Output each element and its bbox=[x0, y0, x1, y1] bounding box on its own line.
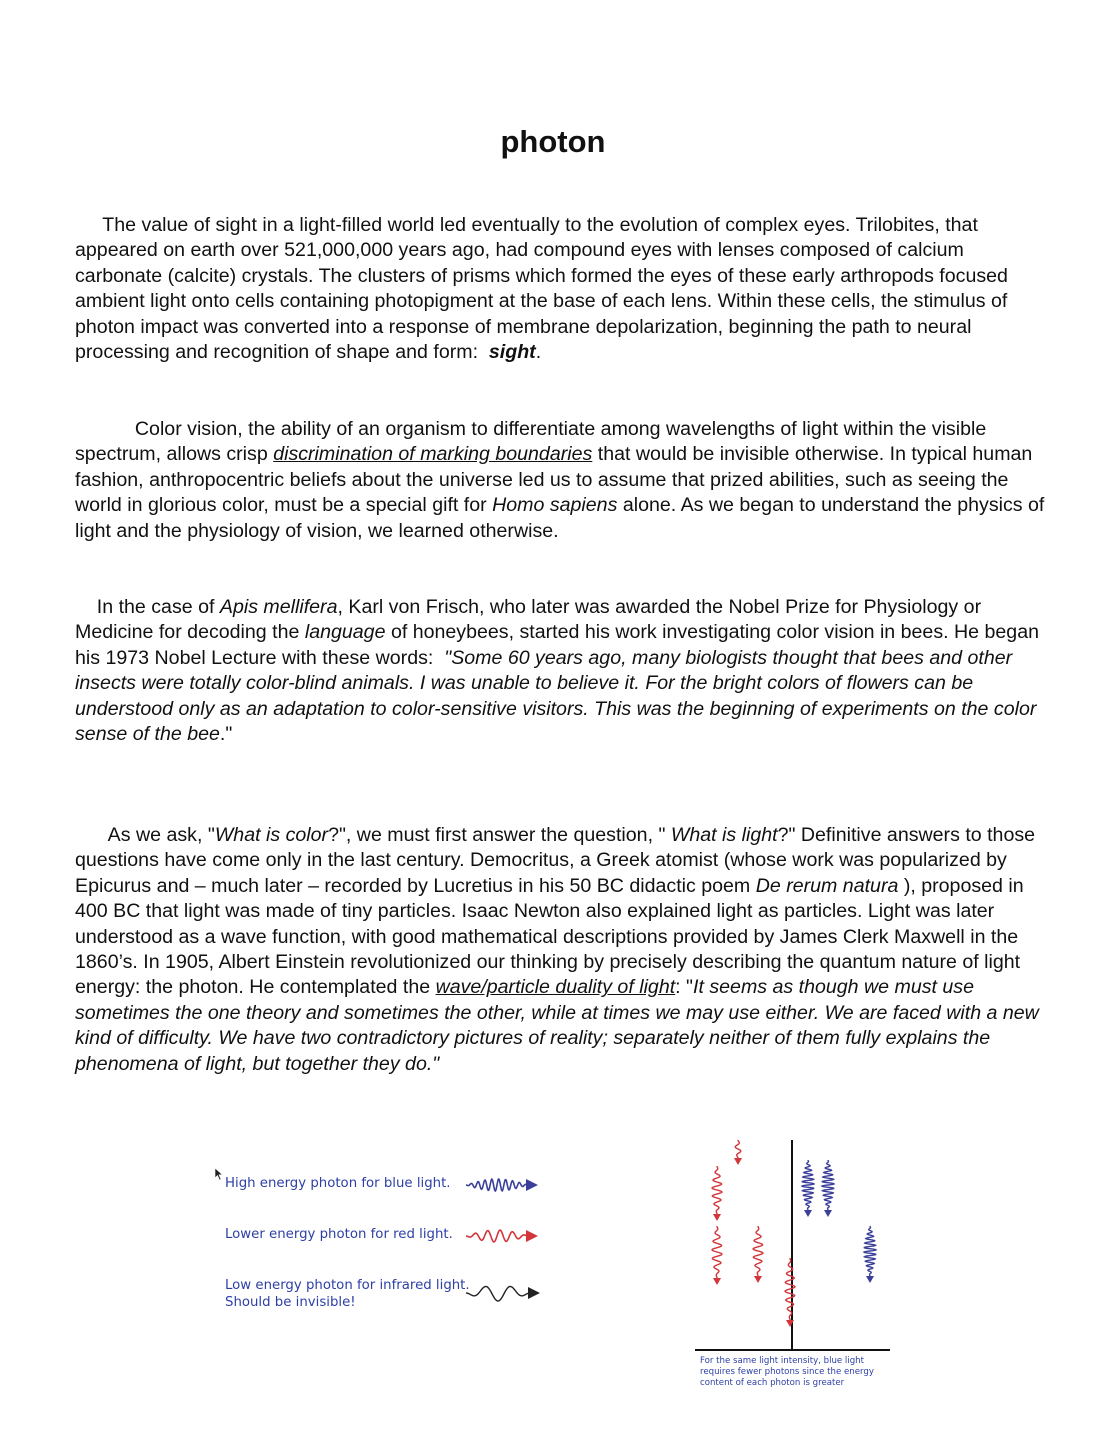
red-photon-5 bbox=[785, 1258, 795, 1320]
infrared-photon-wave-icon bbox=[464, 1280, 544, 1306]
page-title: photon bbox=[500, 124, 606, 159]
blue-photon-2 bbox=[822, 1160, 834, 1210]
paragraph-bees: In the case of Apis mellifera, Karl von Frisch, who later was awarded the Nobel Prize for Physiology or Medicine for decoding the language of honeybees, started his work investigating color vision in bees. He began his 1973 Nobel Lecture with these words: "Some 60 years ago, many biologists thought that bees and other insects were totally color-blind animals. I was unable to believe it. For the bright colors of flowers can be understood only as an adaptation to color-sensitive visitors. This was the beginning of experiments on the color sense of the bee." bbox=[75, 596, 1039, 746]
paragraph-light: As we ask, "What is color?", we must first answer the question, " What is light?" Definitive answers to those questions have come only in the last century. Democritus, a Greek atomist (whose work was popularized by Epicurus and – much later – recorded by Lucretius in his 50 BC didactic poem De rerum natura ), proposed in 400 BC that light was made of tiny particles. Isaac Newton also explained light as particles. Light was later understood as a wave function, with good mathematical descriptions provided by James Clerk Maxwell in the 1860’s. In 1905, Albert Einstein revolutionized our thinking by precisely describing the quantum nature of light energy: the photon. He contemplated the wave/particle duality of light: "It seems as though we must use sometimes the one theory and sometimes the other, while at times we may use either. We are faced with a new kind of difficulty. We have two contradictory pictures of reality; separately neither of them fully explains the phenomena of light, but together they do." bbox=[75, 824, 1039, 1075]
von-frisch-quote: "Some 60 years ago, many biologists thought that bees and other insects were totally color-blind animals. I was unable to believe it. For the bright colors of flowers can be understood only as an adaptation to color-sensitive visitors. This was the beginning of experiments on the color sense of the bee bbox=[75, 646, 1037, 746]
blue-photon-2-arrowhead bbox=[824, 1210, 832, 1217]
paragraph-color-vision: Color vision, the ability of an organism to differentiate among wavelengths of light within the visible spectrum, allows crisp discrimination of marking boundaries that would be invisible otherwise. In typical human fashion, anthropocentric beliefs about the universe led us to assume that prized abilities, such as seeing the world in glorious color, must be a special gift for Homo sapiens alone. As we began to understand the physics of light and the physiology of vision, we learned otherwise. bbox=[75, 418, 1045, 542]
red-photon-3-arrowhead bbox=[713, 1278, 721, 1285]
red-photon-4-arrowhead bbox=[754, 1276, 762, 1283]
infrared-photon-label-2: Should be invisible! bbox=[225, 1295, 356, 1310]
blue-photon-label: High energy photon for blue light. bbox=[225, 1176, 451, 1191]
red-photon-4 bbox=[753, 1226, 763, 1276]
infrared-photon-label-1: Low energy photon for infrared light. bbox=[225, 1278, 470, 1293]
red-photon-label: Lower energy photon for red light. bbox=[225, 1227, 453, 1242]
sight-emphasis: sight bbox=[488, 341, 536, 364]
red-photon-2 bbox=[712, 1166, 722, 1214]
blue-photon-1-arrowhead bbox=[804, 1210, 812, 1217]
photon-energy-figure bbox=[200, 1158, 560, 1318]
red-photon-1 bbox=[735, 1140, 741, 1158]
intensity-caption: For the same light intensity, blue light requires fewer photons since the energy content of each photon is greater bbox=[700, 1356, 874, 1388]
blue-photon-1 bbox=[802, 1160, 814, 1210]
red-photon-1-arrowhead bbox=[734, 1158, 742, 1165]
photon-intensity-figure bbox=[690, 1130, 900, 1410]
blue-photon-wave-icon bbox=[464, 1174, 544, 1196]
red-photon-2-arrowhead bbox=[713, 1214, 721, 1221]
duality-link[interactable]: wave/particle duality of light bbox=[435, 976, 676, 999]
red-photon-wave-icon bbox=[464, 1225, 544, 1247]
discrimination-link[interactable]: discrimination of marking boundaries bbox=[273, 443, 593, 466]
blue-photon-3-arrowhead bbox=[866, 1276, 874, 1283]
paragraph-trilobites: The value of sight in a light-filled world led eventually to the evolution of complex eyes. Trilobites, that appeared on earth over 521,000,000 years ago, had compound eyes with lenses composed of calcium carbonate (calcite) crystals. The clusters of prisms which formed the eyes of these early arthropods focused ambient light onto cells containing photopigment at the base of each lens. Within these cells, the stimulus of photon impact was converted into a response of membrane depolarization, beginning the path to neural processing and recognition of shape and form: sight. bbox=[75, 214, 1008, 364]
photon-diagram bbox=[690, 1130, 900, 1355]
einstein-quote: It seems as though we must use sometimes the one theory and sometimes the other, while at times we may use either. We are faced with a new kind of difficulty. We have two contradictory pictures of reality; separately neither of them fully explains the phenomena of light, but together they do." bbox=[75, 976, 1039, 1075]
red-photon-3 bbox=[712, 1226, 722, 1278]
blue-photon-3 bbox=[864, 1226, 876, 1276]
